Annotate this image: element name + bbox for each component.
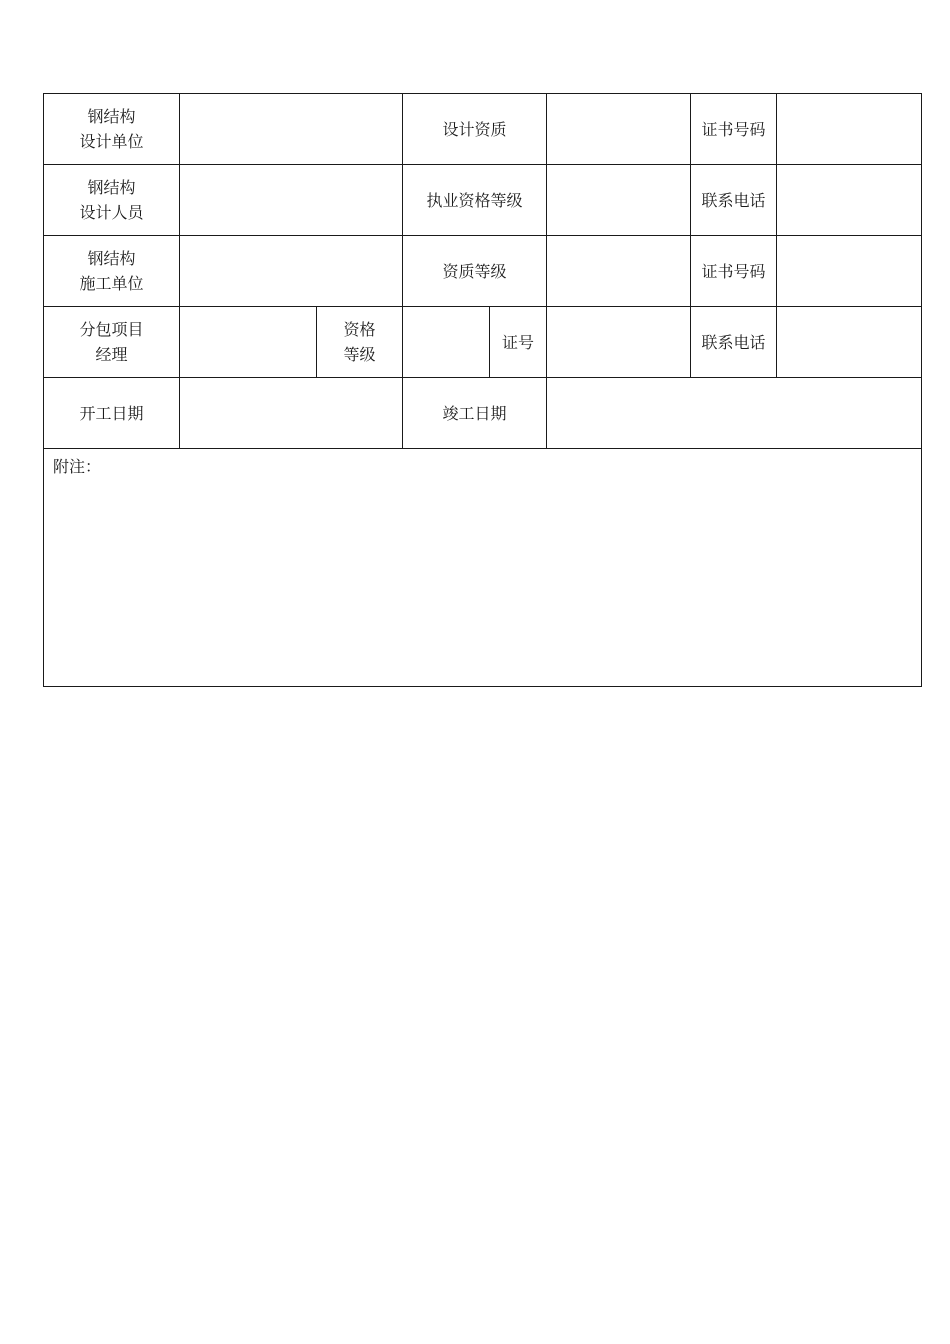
designer-value-cell[interactable]: [180, 165, 403, 236]
practice-qualification-value-cell[interactable]: [547, 165, 691, 236]
design-qualification-value-cell[interactable]: [547, 94, 691, 165]
construction-qualification-label: 资质等级: [442, 261, 507, 281]
design-unit-label-cell: [44, 94, 180, 165]
designer-phone-label: 联系电话: [701, 190, 766, 210]
completion-date-value-cell[interactable]: [547, 378, 922, 449]
manager-phone-label-cell: [691, 307, 777, 378]
row-design-unit: [44, 94, 922, 165]
construction-qualification-label-cell: [403, 236, 547, 307]
notes-label: 附注：: [53, 457, 102, 476]
construction-cert-number-value-cell[interactable]: [777, 236, 922, 307]
row-dates: [44, 378, 922, 449]
manager-cert-label-cell: [490, 307, 547, 378]
designer-phone-value-cell[interactable]: [777, 165, 922, 236]
designer-label-cell: [44, 165, 180, 236]
start-date-label-cell: [44, 378, 180, 449]
completion-date-label: 竣工日期: [442, 403, 507, 423]
notes-cell[interactable]: [44, 449, 922, 687]
manager-phone-label: 联系电话: [701, 332, 766, 352]
construction-cert-number-label-cell: [691, 236, 777, 307]
construction-cert-number-label: 证书号码: [701, 261, 766, 281]
designer-phone-label-cell: [691, 165, 777, 236]
design-cert-number-label: 证书号码: [701, 119, 766, 139]
start-date-label: 开工日期: [79, 403, 144, 423]
designer-label: 钢结构 设计人员: [79, 178, 144, 222]
subcontract-manager-label-cell: [44, 307, 180, 378]
row-notes: [44, 449, 922, 687]
construction-unit-label: 钢结构 施工单位: [79, 249, 144, 293]
manager-cert-value-cell[interactable]: [547, 307, 691, 378]
design-qualification-label: 设计资质: [442, 119, 507, 139]
row-subcontract-manager: [44, 307, 922, 378]
design-unit-label: 钢结构 设计单位: [79, 107, 144, 151]
manager-qualification-label: 资格 等级: [343, 320, 376, 364]
row-designer: [44, 165, 922, 236]
design-cert-number-label-cell: [691, 94, 777, 165]
practice-qualification-label-cell: [403, 165, 547, 236]
design-unit-value-cell[interactable]: [180, 94, 403, 165]
manager-cert-label: 证号: [502, 332, 535, 352]
construction-qualification-value-cell[interactable]: [547, 236, 691, 307]
manager-qualification-label-cell: [317, 307, 403, 378]
completion-date-label-cell: [403, 378, 547, 449]
manager-phone-value-cell[interactable]: [777, 307, 922, 378]
manager-qualification-value-cell[interactable]: [403, 307, 490, 378]
design-cert-number-value-cell[interactable]: [777, 94, 922, 165]
subcontract-manager-label: 分包项目 经理: [79, 320, 144, 364]
construction-unit-label-cell: [44, 236, 180, 307]
steel-structure-info-table: [43, 93, 922, 687]
start-date-value-cell[interactable]: [180, 378, 403, 449]
practice-qualification-label: 执业资格等级: [426, 190, 523, 210]
subcontract-manager-value-cell[interactable]: [180, 307, 317, 378]
row-construction-unit: [44, 236, 922, 307]
design-qualification-label-cell: [403, 94, 547, 165]
construction-unit-value-cell[interactable]: [180, 236, 403, 307]
